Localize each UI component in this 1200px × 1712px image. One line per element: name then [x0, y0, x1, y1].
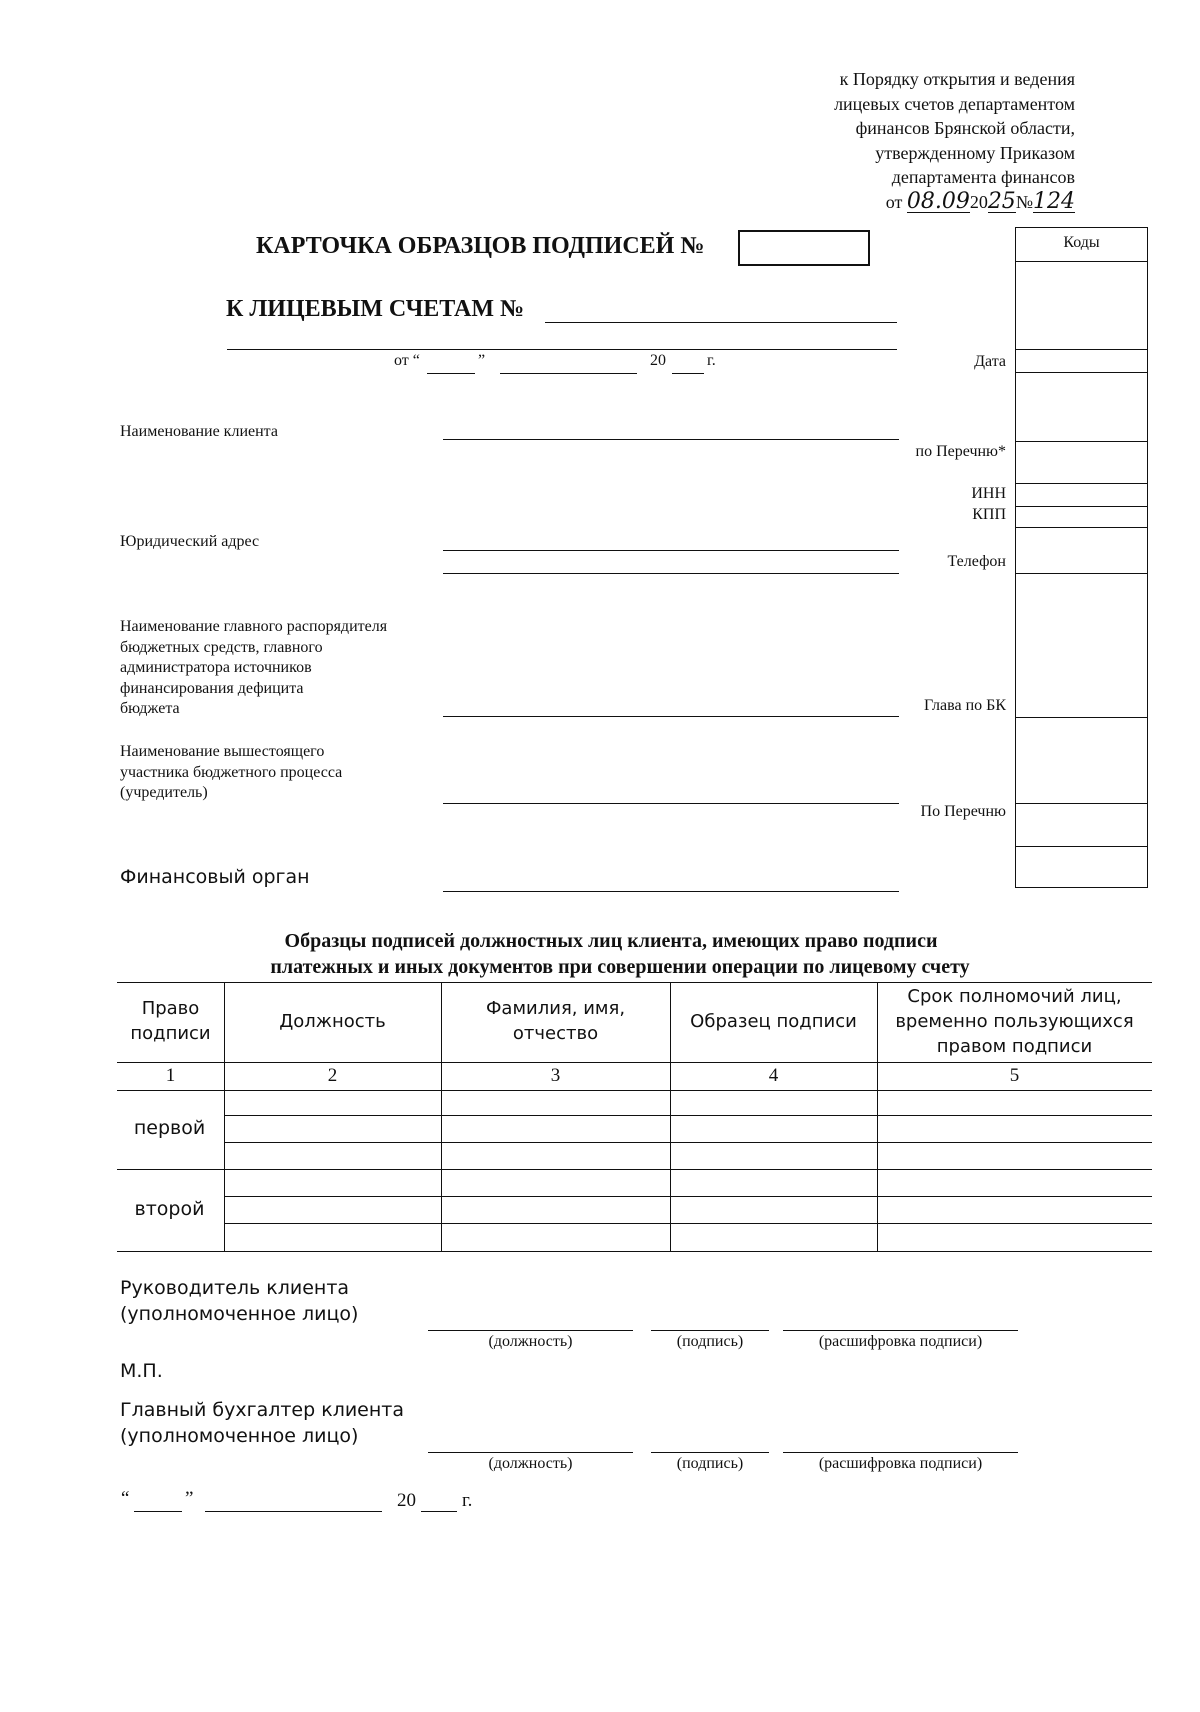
approval-block — [834, 67, 1075, 214]
header-text: Фамилия, имя, — [485, 998, 626, 1019]
client-name-label: Наименование клиента — [120, 423, 278, 440]
column-number: 1 — [165, 1065, 176, 1086]
main-manager-label-line: Наименование главного распорядителя — [120, 618, 388, 635]
header-text: отчество — [512, 1023, 599, 1044]
approval-line: финансов Брянской области, — [855, 118, 1075, 138]
superior-label — [120, 742, 342, 804]
codes-inn-label: ИНН — [971, 485, 1006, 502]
column-number: 4 — [768, 1065, 779, 1086]
accountant-signature-line[interactable] — [651, 1452, 769, 1453]
header-text: Должность — [279, 1011, 386, 1032]
head-label — [120, 1275, 358, 1327]
footer-date-month-line[interactable] — [205, 1511, 382, 1512]
header-text: правом подписи — [936, 1036, 1093, 1057]
head-label-line: (уполномоченное лицо) — [120, 1303, 359, 1325]
header-text: подписи — [130, 1023, 211, 1044]
card-title: КАРТОЧКА ОБРАЗЦОВ ПОДПИСЕЙ № — [256, 233, 705, 259]
codes-column — [1015, 227, 1148, 888]
approval-line: департамента финансов — [891, 167, 1075, 187]
signature-table — [117, 982, 1152, 1252]
approval-number-handwritten: 124 — [1033, 188, 1075, 214]
codes-header: Коды — [1063, 234, 1100, 251]
main-manager-label-line: бюджетных средств, главного — [120, 638, 323, 656]
row-first: первой — [133, 1117, 206, 1139]
legal-address-line-1[interactable] — [443, 550, 899, 551]
accountant-label-line: (уполномоченное лицо) — [120, 1425, 359, 1447]
approval-year-prefix: 20 — [969, 191, 988, 212]
superior-label-line: Наименование вышестоящего — [120, 743, 325, 760]
date-quote-close: ” — [478, 352, 486, 369]
title-underline — [227, 349, 897, 350]
legal-address-line-2[interactable] — [443, 573, 899, 574]
column-number: 5 — [1009, 1065, 1020, 1086]
card-number-box[interactable] — [738, 230, 870, 266]
legal-address-label: Юридический адрес — [120, 533, 260, 550]
main-manager-label-line: финансирования дефицита — [120, 679, 304, 697]
approval-year-handwritten: 25 — [987, 188, 1016, 214]
approval-line: лицевых счетов департаментом — [834, 93, 1075, 114]
header-text: Образец подписи — [690, 1011, 857, 1032]
codes-phone-label: Телефон — [947, 553, 1006, 570]
date-from-label: от “ — [394, 352, 420, 369]
column-number: 2 — [327, 1065, 338, 1086]
head-decoding-caption: (расшифровка подписи) — [818, 1333, 983, 1350]
header-authority-term — [877, 984, 1152, 1059]
head-signature-caption: (подпись) — [676, 1333, 744, 1350]
column-number: 3 — [550, 1065, 561, 1086]
date-year-line[interactable] — [672, 373, 704, 374]
head-position-line[interactable] — [428, 1330, 633, 1331]
main-manager-label-line: администратора источников — [120, 659, 312, 676]
head-decoding-line[interactable] — [783, 1330, 1018, 1331]
signatures-title-line1: Образцы подписей должностных лиц клиента, имеющих право подписи — [284, 930, 938, 952]
footer-date-year-line[interactable] — [421, 1511, 457, 1512]
footer-date-year-suffix: г. — [462, 1490, 473, 1511]
date-day-line[interactable] — [427, 373, 475, 374]
header-right-to-sign — [117, 996, 224, 1046]
approval-line: утвержденному Приказом — [875, 142, 1075, 163]
superior-line[interactable] — [443, 803, 899, 804]
codes-date-label: Дата — [974, 353, 1006, 370]
accountant-decoding-caption: (расшифровка подписи) — [818, 1455, 983, 1472]
date-year-prefix: 20 — [650, 352, 666, 369]
date-month-line[interactable] — [500, 373, 637, 374]
footer-date-close: ” — [185, 1488, 194, 1509]
finance-body-label: Финансовый орган — [120, 866, 310, 888]
superior-label-line: участника бюджетного процесса — [120, 763, 343, 781]
main-manager-label-line: бюджета — [120, 700, 180, 717]
approval-date-line — [834, 190, 1075, 215]
accountant-label — [120, 1397, 404, 1449]
signatures-title-line2: платежных и иных документов при совершении операции по лицевому счету — [270, 956, 970, 978]
stamp-label: М.П. — [120, 1360, 163, 1382]
accountant-position-line[interactable] — [428, 1452, 633, 1453]
header-text: временно пользующихся — [895, 1011, 1134, 1032]
approval-date-prefix: от — [885, 191, 903, 212]
header-full-name — [441, 996, 670, 1046]
codes-by-list2-label: По Перечню — [920, 803, 1006, 820]
head-position-caption: (должность) — [488, 1333, 573, 1350]
approval-line: к Порядку открытия и ведения — [839, 69, 1075, 89]
codes-chapter-bk-label: Глава по БК — [924, 697, 1006, 714]
header-position — [224, 1009, 441, 1034]
accountant-decoding-line[interactable] — [783, 1452, 1018, 1453]
superior-label-line: (учредитель) — [120, 784, 208, 801]
date-year-suffix: г. — [707, 352, 716, 369]
header-signature-sample — [670, 1009, 877, 1034]
footer-date-year-prefix: 20 — [397, 1490, 416, 1511]
codes-kpp-label: КПП — [972, 506, 1006, 523]
accounts-title: К ЛИЦЕВЫМ СЧЕТАМ № — [226, 296, 525, 322]
accountant-label-line: Главный бухгалтер клиента — [120, 1399, 405, 1421]
header-text: Право — [141, 998, 200, 1019]
codes-by-list-label: по Перечню* — [915, 443, 1006, 460]
accounts-number-line[interactable] — [545, 322, 897, 323]
accountant-signature-caption: (подпись) — [676, 1455, 744, 1472]
header-text: Срок полномочий лиц, — [907, 986, 1122, 1007]
approval-date-handwritten: 08.09 — [906, 188, 970, 214]
row-second: второй — [134, 1198, 205, 1220]
approval-number-sign: № — [1015, 191, 1033, 212]
finance-body-line[interactable] — [443, 891, 899, 892]
main-manager-label — [120, 617, 387, 720]
accountant-position-caption: (должность) — [488, 1455, 573, 1472]
head-signature-line[interactable] — [651, 1330, 769, 1331]
head-label-line: Руководитель клиента — [120, 1277, 350, 1299]
client-name-line[interactable] — [443, 439, 899, 440]
footer-date-open: “ — [121, 1488, 130, 1509]
main-manager-line[interactable] — [443, 716, 899, 717]
footer-date-day-line[interactable] — [134, 1511, 182, 1512]
